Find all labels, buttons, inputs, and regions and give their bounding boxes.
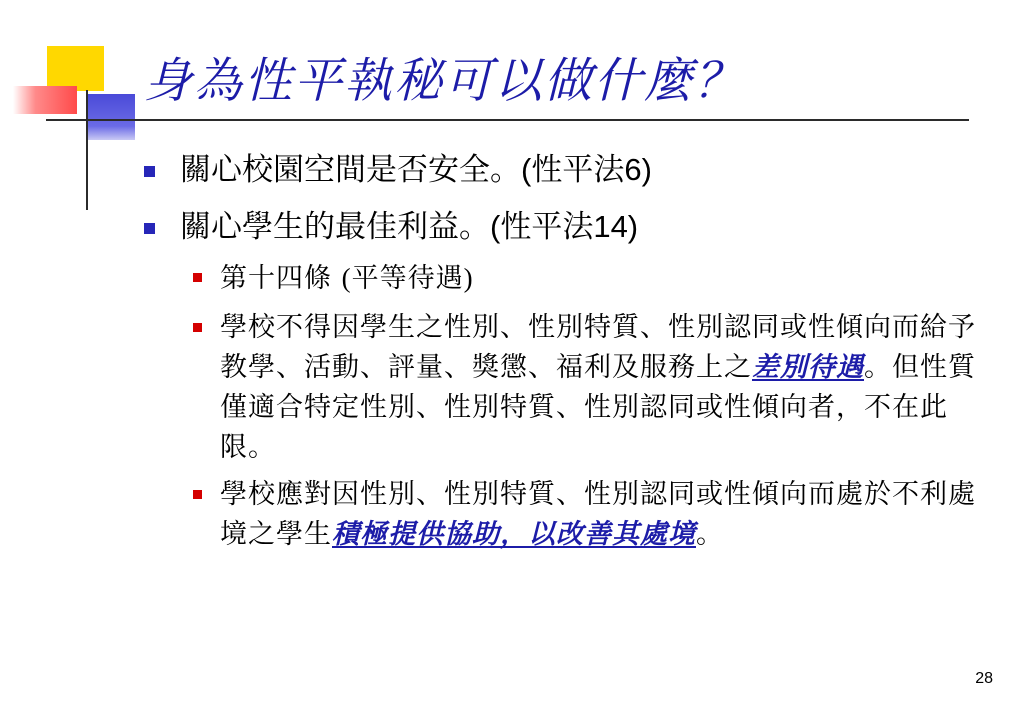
bullet-reference: (性平法14) <box>490 209 639 244</box>
decorative-red-block <box>13 86 77 114</box>
item-text-after: 。 <box>696 519 724 550</box>
title-underline <box>46 119 969 121</box>
square-bullet-icon <box>193 490 202 499</box>
item-text-before: 學校不得因學生之性別、性別特質、性別認同或性傾向而給予教學、活動、評量、獎懲、福利及服務上之 <box>220 312 976 383</box>
bullet-text: 關心校園空間是否安全。 <box>180 152 521 188</box>
square-bullet-icon <box>144 166 155 177</box>
bullet-item-1 <box>180 151 652 189</box>
decorative-blue-block <box>87 94 135 140</box>
sub-bullet-item-1 <box>220 308 1000 468</box>
decorative-vertical-line <box>86 90 88 210</box>
emphasis-text: 差別待遇 <box>752 352 864 383</box>
bullet-reference: (性平法6) <box>521 152 652 187</box>
square-bullet-icon <box>193 323 202 332</box>
emphasis-text: 積極提供協助，以改善其處境 <box>332 519 696 550</box>
article-text: 第十四條 <box>220 263 342 294</box>
page-number: 28 <box>975 670 993 687</box>
square-bullet-icon <box>193 273 202 282</box>
item-text-before: 學校應對因性別、性別特質、性別認同或性傾向而處於不利處境之學生 <box>220 479 976 550</box>
sub-bullet-article <box>220 258 1000 299</box>
bullet-text: 關心學生的最佳利益。 <box>180 209 490 245</box>
square-bullet-icon <box>144 223 155 234</box>
sub-bullet-item-2 <box>220 475 1000 555</box>
article-reference: (平等待遇) <box>341 263 474 293</box>
item-text-after: 。但性質僅適合特定性別、性別特質、性別認同或性傾向者，不在此限。 <box>220 352 976 463</box>
slide-title: 身為性平執秘可以做什麼？ <box>144 53 745 109</box>
bullet-item-2 <box>180 208 638 246</box>
decorative-yellow-block <box>47 46 104 91</box>
